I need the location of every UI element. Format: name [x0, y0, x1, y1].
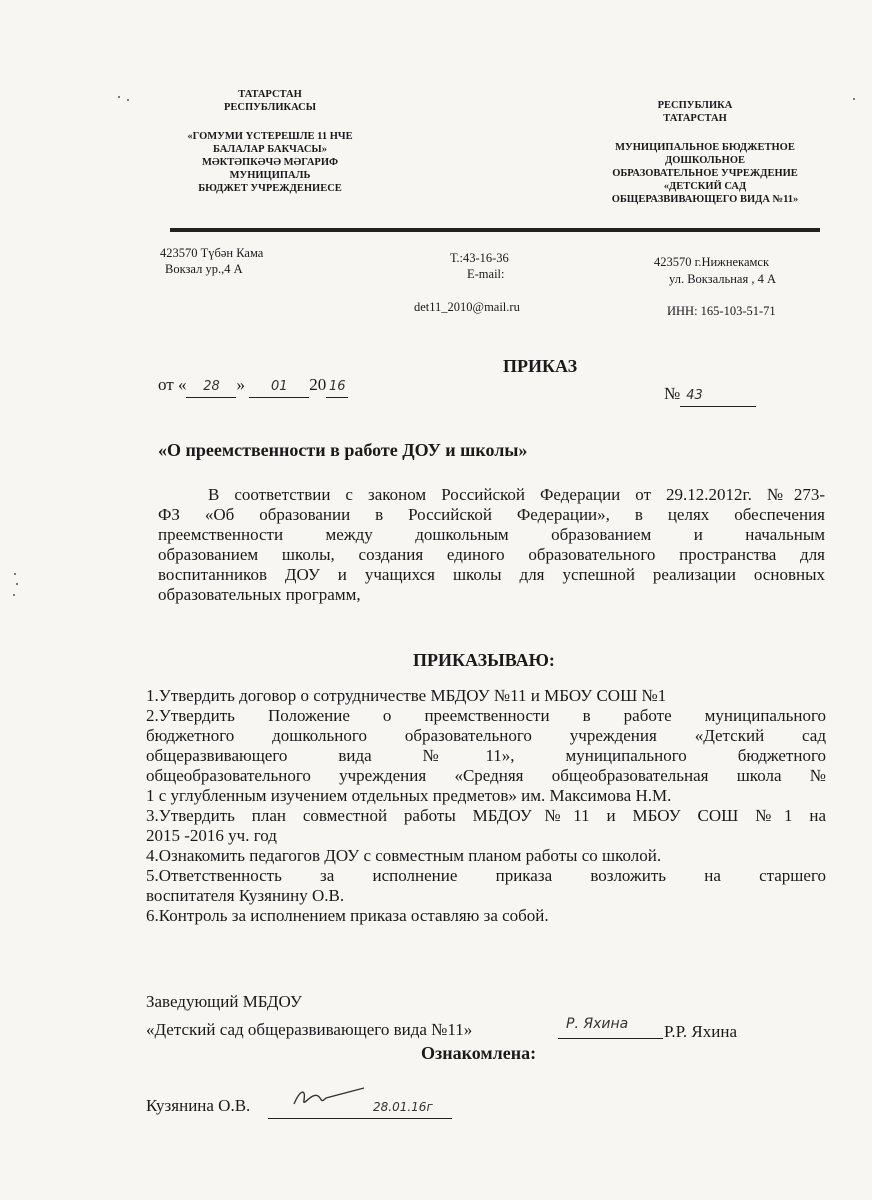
decree-item: воспитателя Кузянину О.В. [146, 886, 345, 905]
address-email: det11_2010@mail.ru [414, 300, 520, 314]
decree-heading: ПРИКАЗЫВАЮ: [413, 650, 555, 670]
scan-speck [13, 594, 15, 596]
order-title: ПРИКАЗ [503, 356, 578, 376]
date-mid: » [236, 375, 245, 394]
header-right-line: ОБЩЕРАЗВИВАЮЩЕГО ВИДА №11» [611, 194, 799, 205]
signature-line [558, 1014, 663, 1039]
decree-items [146, 686, 826, 926]
header-left-line: БАЛАЛАР БАКЧАСЫ» [212, 144, 327, 155]
scan-speck [14, 573, 16, 575]
address-left-line1: 423570 Түбән Кама [160, 246, 264, 260]
scan-speck [118, 96, 120, 98]
order-number-label: № [664, 384, 681, 403]
decree-item: 2015 -2016 уч. год [146, 826, 277, 845]
header-left-block [150, 88, 390, 195]
address-right-line2: ул. Вокзальная , 4 А [669, 272, 776, 286]
date-day: 28 [186, 377, 236, 398]
date-prefix: от « [158, 375, 187, 394]
header-left-line: РЕСПУБЛИКАСЫ [223, 102, 317, 113]
order-number [664, 384, 756, 407]
preamble-line: преемственности между дошкольным образованием и начальным [158, 525, 825, 544]
preamble-paragraph [158, 485, 825, 605]
decree-item: бюджетного дошкольного образовательного учреждения «Детский сад [146, 726, 826, 745]
address-phone: Т.:43-16-36 [450, 251, 509, 265]
date-year: 16 [326, 377, 348, 398]
header-right-line: ОБРАЗОВАТЕЛЬНОЕ УЧРЕЖДЕНИЕ [612, 168, 798, 179]
acknowledgement-heading: Ознакомлена: [421, 1043, 537, 1063]
order-date [158, 375, 348, 398]
header-right-line: РЕСПУБЛИКА [657, 100, 733, 111]
address-right-line1: 423570 г.Нижнекамск [654, 255, 770, 269]
preamble-line: ФЗ «Об образовании в Российской Федерации», в целях обеспечения [158, 505, 825, 524]
date-month: 01 [249, 377, 309, 398]
address-email-label: E-mail: [467, 267, 505, 281]
signature-name: Р.Р. Яхина [664, 1022, 737, 1041]
date-year-prefix: 20 [309, 375, 327, 394]
header-right-block [580, 99, 830, 206]
decree-item: общеразвивающего вида №11», муниципального бюджетного [146, 746, 826, 765]
acknowledgement-signature-line [268, 1098, 452, 1119]
header-divider [170, 228, 820, 232]
acknowledgement-date: 28.01.16г [373, 1100, 433, 1114]
signature-position-line1: Заведующий МБДОУ [146, 992, 302, 1011]
acknowledgement-name: Кузянина О.В. [146, 1096, 251, 1115]
header-left-line: МУНИЦИПАЛЬ [229, 170, 311, 181]
decree-item: 6.Контроль за исполнением приказа оставляю за собой. [146, 906, 549, 925]
preamble-line: воспитанников ДОУ и учащихся школы для успешной реализации основных [158, 565, 825, 584]
scan-speck [127, 99, 129, 101]
decree-item: 3.Утвердить план совместной работы МБДОУ№11 и МБОУ СОШ №1 на [146, 806, 826, 825]
header-left-line: БЮДЖЕТ УЧРЕЖДЕНИЕСЕ [198, 183, 342, 194]
acknowledgement-signature-scribble [290, 1084, 370, 1110]
decree-item: общеобразовательного учреждения «Средняя общеобразовательная школа № [146, 766, 826, 785]
preamble-line: образованием школы, создания единого образовательного пространства для [158, 545, 825, 564]
header-right-line: ДОШКОЛЬНОЕ [664, 155, 746, 166]
order-number-value: 43 [680, 386, 756, 407]
order-subject: «О преемственности в работе ДОУ и школы» [158, 440, 528, 460]
decree-item: 1 с углубленным изучением отдельных предметов» им. Максимова Н.М. [146, 786, 672, 805]
header-left-line: «ГОМУМИ ҮСТЕРЕШЛЕ 11 НЧЕ [187, 131, 353, 142]
preamble-line: образовательных программ, [158, 585, 361, 604]
header-left-line: ТАТАРСТАН [238, 89, 302, 100]
director-signature-handwriting: Р. Яхина [566, 1016, 629, 1032]
decree-item: 5.Ответственность за исполнение приказа возложить на старшего [146, 866, 826, 885]
scan-speck [16, 583, 18, 585]
decree-item: 4.Ознакомить педагогов ДОУ с совместным планом работы со школой. [146, 846, 662, 865]
address-inn: ИНН: 165-103-51-71 [667, 304, 776, 318]
header-right-line: МУНИЦИПАЛЬНОЕ БЮДЖЕТНОЕ [615, 142, 795, 153]
address-left-line2: Вокзал ур.,4 А [165, 262, 243, 276]
scan-speck [853, 98, 855, 100]
preamble-line: В соответствии с законом Российской Федерации от 29.12.2012г. №273- [208, 485, 825, 504]
decree-item: 2.Утвердить Положение о преемственности в работе муниципального [146, 706, 826, 725]
header-right-line: «ДЕТСКИЙ САД [663, 181, 747, 192]
header-right-line: ТАТАРСТАН [663, 113, 727, 124]
signature-position-line2: «Детский сад общеразвивающего вида №11» [146, 1020, 473, 1039]
header-left-line: МӘКТӘПКӘЧӘ МӘГАРИФ [201, 157, 339, 168]
decree-item: 1.Утвердить договор о сотрудничестве МБДОУ №11 и МБОУ СОШ №1 [146, 686, 667, 705]
